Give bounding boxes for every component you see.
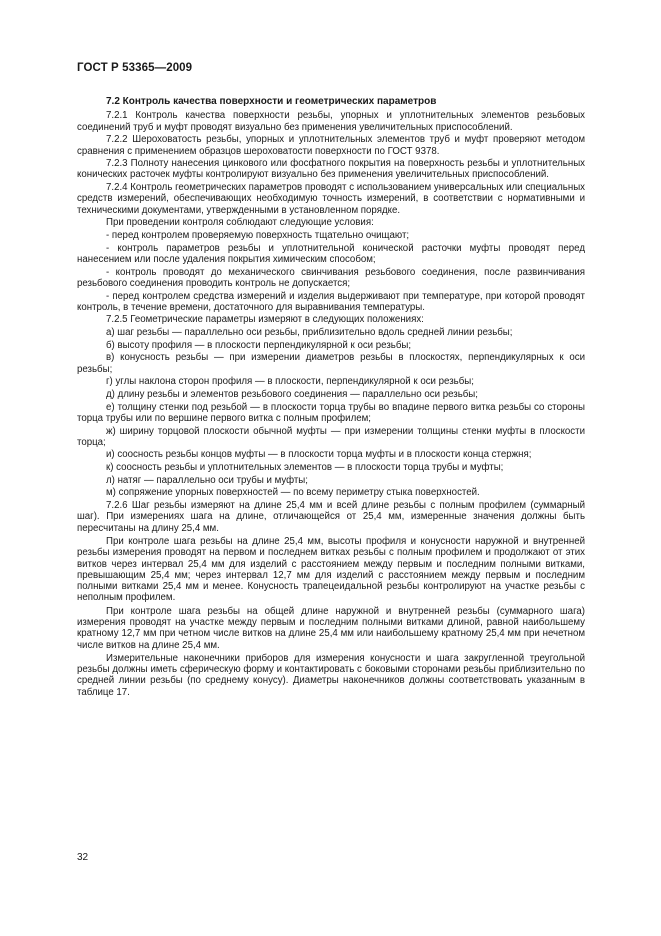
paragraph: г) углы наклона сторон профиля — в плоскости, перпендикулярной к оси резьбы;	[106, 376, 474, 388]
paragraph: к) соосность резьбы и уплотнительных элементов — в плоскости торца трубы и муфты;	[106, 462, 504, 474]
paragraph: При проведении контроля соблюдают следующие условия:	[106, 217, 374, 229]
section-heading: 7.2 Контроль качества поверхности и геометрических параметров	[106, 96, 437, 107]
paragraph: а) шаг резьбы — параллельно оси резьбы, приблизительно вдоль средней линии резьбы;	[106, 327, 513, 339]
paragraph: 7.2.5 Геометрические параметры измеряют в следующих положениях:	[106, 314, 424, 326]
paragraph: д) длину резьбы и элементов резьбового соединения — параллельно оси резьбы;	[106, 388, 478, 400]
paragraph: 7.2.2 Шероховатость резьбы, упорных и уплотнительных элементов труб и муфт проверяют методом сравнения с применением образцов шероховатости поверхности по ГОСТ 9378.	[77, 134, 585, 157]
paragraph: и) соосность резьбы концов муфты — в плоскости торца муфты и в плоскости конца стержня;	[106, 449, 532, 461]
paragraph: При контроле шага резьбы на общей длине наружной и внутренней резьбы (суммарного шага) измерения проводят на участке между первым и последним полными витками длиной, равной наибольшему кратному 12,7 мм при четном числе витков на длине 25,4 мм или наибольшему кратному 25,4 мм при нечетном числе витков на длине 25,4 мм.	[77, 605, 585, 651]
paragraph: м) сопряжение упорных поверхностей — по всему периметру стыка поверхностей.	[106, 487, 480, 499]
paragraph: - перед контролем средства измерений и изделия выдерживают при температуре, при которой проводят контроль, в течение времени, достаточного для выравнивания температуры.	[77, 290, 585, 313]
page-number: 32	[77, 852, 89, 863]
paragraph-list	[77, 110, 585, 698]
paragraph: - перед контролем проверяемую поверхность тщательно очищают;	[106, 229, 410, 241]
paragraph: 7.2.1 Контроль качества поверхности резьбы, упорных и уплотнительных элементов резьбовых соединений труб и муфт проводят визуально без применения увеличительных приспособлений.	[77, 110, 585, 133]
paragraph: л) натяг — параллельно оси трубы и муфты;	[106, 474, 308, 486]
paragraph: б) высоту профиля — в плоскости перпендикулярной к оси резьбы;	[106, 339, 412, 351]
paragraph: 7.2.4 Контроль геометрических параметров проводят с использованием универсальных или специальных средств измерений, обеспечивающих необходимую точность измерений, в соответствии с нормативными и техническими документами, утвержденными в установленном порядке.	[77, 182, 585, 216]
paragraph: 7.2.6 Шаг резьбы измеряют на длине 25,4 мм и всей длине резьбы с полным профилем (суммарный шаг). При измерениях шага на длине, отличающейся от 25,4 мм, измеренные значения должны быть пересчитаны на длину 25,4 мм.	[77, 500, 585, 534]
paragraph: - контроль проводят до механического свинчивания резьбового соединения, после развинчивания резьбового соединения проводить контроль не допускается;	[77, 266, 585, 289]
paragraph: При контроле шага резьбы на длине 25,4 мм, высоты профиля и конусности наружной и внутренней резьбы измерения проводят на первом и последнем витках резьбы с полным профилем и продолжают от этих витков через интервал 25,4 мм для изделий с расстоянием между первым и последним полными витками, превышающим 25,4 мм; через интервал 12,7 мм для изделий с расстоянием между первым и последним полными витками 25,4 мм и менее. Конусность трапецеидальной резьбы контролируют на участке резьбы с неполным профилем.	[77, 535, 585, 604]
doc-header: ГОСТ Р 53365—2009	[77, 62, 193, 74]
paragraph: е) толщину стенки под резьбой — в плоскости торца трубы во впадине первого витка резьбы со стороны торца трубы или по вершине первого витка с полным профилем;	[77, 401, 585, 424]
paragraph: 7.2.3 Полноту нанесения цинкового или фосфатного покрытия на поверхность резьбы и уплотнительных конических расточек муфты контролируют визуально без применения увеличительных приспособлений.	[77, 158, 585, 181]
paragraph: - контроль параметров резьбы и уплотнительной конической расточки муфты проводят перед нанесением или после удаления покрытия химическим способом;	[77, 242, 585, 265]
paragraph: в) конусность резьбы — при измерении диаметров резьбы в плоскостях, перпендикулярных к оси резьбы;	[77, 352, 585, 375]
document-body	[77, 96, 585, 699]
paragraph: Измерительные наконечники приборов для измерения конусности и шага закругленной треугольной резьбы должны иметь сферическую форму и контактировать с боковыми сторонами резьбы приблизительно по средней линии резьбы (по среднему конусу). Диаметры наконечников должны соответствовать указанным в таблице 17.	[77, 652, 585, 698]
paragraph: ж) ширину торцовой плоскости обычной муфты — при измерении толщины стенки муфты в плоскости торца;	[77, 425, 585, 448]
